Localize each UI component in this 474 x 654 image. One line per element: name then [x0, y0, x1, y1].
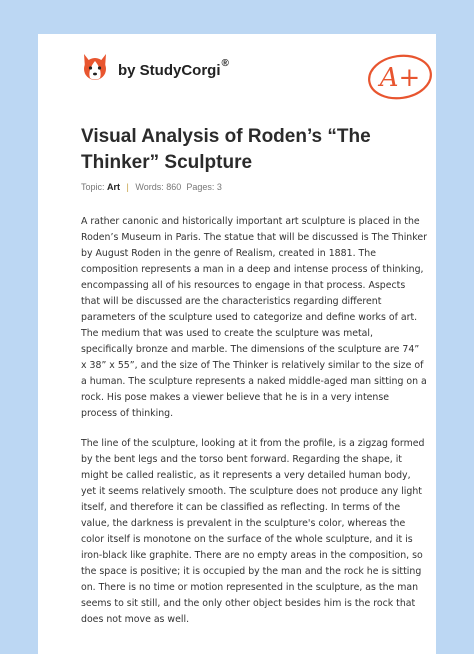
- corgi-head-icon[interactable]: [81, 52, 109, 82]
- words-value: 860: [166, 182, 182, 192]
- page-title: Visual Analysis of Roden’s “The Thinker” Sculpture: [81, 126, 371, 173]
- registered-mark: ®: [221, 58, 229, 69]
- brand-text: by StudyCorgi: [118, 62, 221, 79]
- words-label: Words:: [135, 182, 164, 192]
- page-header: [81, 52, 436, 100]
- pages-value: 3: [216, 182, 222, 192]
- brand-name[interactable]: [118, 58, 229, 79]
- grade-badge-icon: [365, 52, 435, 102]
- topic-link[interactable]: Art: [107, 182, 121, 192]
- topic-label: Topic:: [81, 182, 105, 192]
- paragraph: A rather canonic and historically important art sculpture is placed in the Roden’s Museum in Paris. The statue that will be discussed is The Thinker by August Roden in the genre of Realism, created in 1881. The composition represents a man in a deep and intense process of thinking, encompassing all of his resources to engage in that process. Aspects that will be discussed are the characteristics regarding different parameters of the sculpture used to categorize and define works of art. The medium that was used to create the sculpture was metal, specifically bronze and marble. The dimensions of the sculpture are 74” x 38” x 55”, and the size of The Thinker is relatively similar to the size of a human. The sculpture represents a naked middle-aged man sitting on a rock. His pose makes a viewer believe that he is in a very intense process of thinking.: [81, 216, 427, 419]
- meta-divider: |: [126, 182, 129, 192]
- document-page: [38, 34, 436, 654]
- pages-label: Pages:: [186, 182, 215, 192]
- paragraph: The line of the sculpture, looking at it from the profile, is a zigzag formed by the bent legs and the torso bent forward. Regarding the shape, it might be called realistic, as it represents a very detailed human body, yet it seems relatively smooth. The sculpture does not produce any light itself, and therefore it can be classified as reflecting. In terms of the value, the darkness is prevalent in the sculpture's color, whereas the color itself is monotone on the surface of the whole sculpture, and it is iron-black like graphite. There are no empty areas in the composition, so the space is positive; it is occupied by the man and the rock he is sitting on. There is no time or motion represented in the sculpture, as the man seems to sit still, and the only other object besides him is the rock that does not move as well.: [81, 438, 425, 625]
- document-meta: [81, 182, 222, 192]
- essay-body: [81, 214, 427, 642]
- grade-badge-text: A+: [379, 63, 421, 93]
